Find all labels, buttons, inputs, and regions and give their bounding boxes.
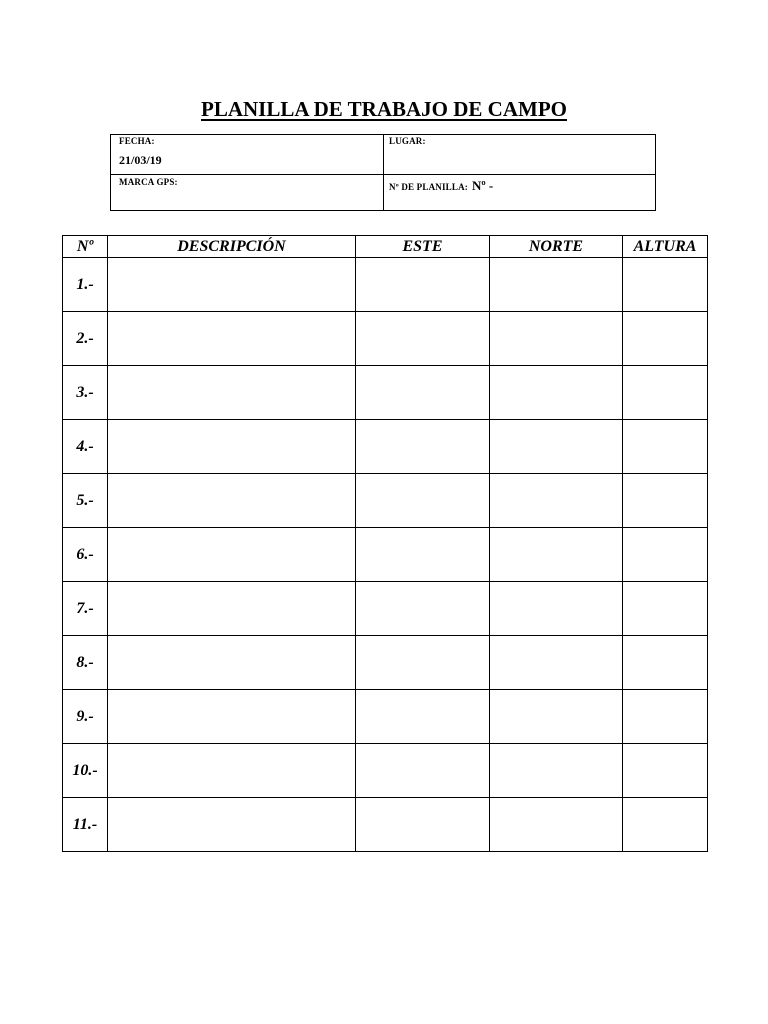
altura-cell: [623, 636, 708, 690]
row-number: 9.-: [63, 690, 108, 744]
table-row: [63, 258, 708, 312]
norte-cell: [490, 798, 623, 852]
info-box-divider-vertical: [383, 135, 384, 210]
row-number: 8.-: [63, 636, 108, 690]
norte-cell: [490, 258, 623, 312]
table-row: [63, 528, 708, 582]
row-number: 6.-: [63, 528, 108, 582]
descripcion-cell: [108, 474, 356, 528]
table-row: [63, 312, 708, 366]
este-cell: [356, 690, 490, 744]
altura-cell: [623, 582, 708, 636]
planilla-number-field: [389, 177, 493, 195]
row-number: 5.-: [63, 474, 108, 528]
altura-cell: [623, 744, 708, 798]
este-cell: [356, 582, 490, 636]
info-box-divider-horizontal: [111, 174, 655, 175]
altura-cell: [623, 474, 708, 528]
este-cell: [356, 744, 490, 798]
altura-cell: [623, 690, 708, 744]
altura-cell: [623, 420, 708, 474]
table-header-row: [63, 236, 708, 258]
info-box: [110, 134, 656, 211]
norte-cell: [490, 690, 623, 744]
descripcion-cell: [108, 798, 356, 852]
norte-cell: [490, 312, 623, 366]
este-cell: [356, 366, 490, 420]
field-data-table: [62, 235, 708, 852]
descripcion-cell: [108, 528, 356, 582]
table-row: [63, 474, 708, 528]
row-number: 2.-: [63, 312, 108, 366]
este-cell: [356, 798, 490, 852]
table-row: [63, 420, 708, 474]
header-norte: NORTE: [490, 236, 623, 258]
norte-cell: [490, 420, 623, 474]
este-cell: [356, 636, 490, 690]
row-number: 10.-: [63, 744, 108, 798]
altura-cell: [623, 528, 708, 582]
este-cell: [356, 474, 490, 528]
norte-cell: [490, 474, 623, 528]
lugar-label: LUGAR:: [389, 136, 426, 146]
row-number: 1.-: [63, 258, 108, 312]
norte-cell: [490, 582, 623, 636]
fecha-value: 21/03/19: [119, 153, 162, 167]
norte-cell: [490, 528, 623, 582]
row-number: 11.-: [63, 798, 108, 852]
table-row: [63, 690, 708, 744]
descripcion-cell: [108, 420, 356, 474]
este-cell: [356, 312, 490, 366]
descripcion-cell: [108, 582, 356, 636]
altura-cell: [623, 366, 708, 420]
este-cell: [356, 258, 490, 312]
document-title: PLANILLA DE TRABAJO DE CAMPO: [201, 97, 567, 121]
norte-cell: [490, 636, 623, 690]
marca-gps-label: MARCA GPS:: [119, 177, 178, 187]
descripcion-cell: [108, 744, 356, 798]
table-row: [63, 636, 708, 690]
row-number: 7.-: [63, 582, 108, 636]
este-cell: [356, 420, 490, 474]
fecha-label: FECHA:: [119, 136, 155, 146]
row-number: 4.-: [63, 420, 108, 474]
descripcion-cell: [108, 366, 356, 420]
descripcion-cell: [108, 312, 356, 366]
altura-cell: [623, 798, 708, 852]
row-number: 3.-: [63, 366, 108, 420]
descripcion-cell: [108, 258, 356, 312]
header-descripcion: DESCRIPCIÓN: [108, 236, 356, 258]
header-altura: ALTURA: [623, 236, 708, 258]
header-este: ESTE: [356, 236, 490, 258]
altura-cell: [623, 312, 708, 366]
table-row: [63, 744, 708, 798]
descripcion-cell: [108, 690, 356, 744]
norte-cell: [490, 744, 623, 798]
table-row: [63, 582, 708, 636]
este-cell: [356, 528, 490, 582]
altura-cell: [623, 258, 708, 312]
planilla-label: Nº DE PLANILLA:: [389, 182, 468, 192]
norte-cell: [490, 366, 623, 420]
descripcion-cell: [108, 636, 356, 690]
header-numero: Nº: [63, 236, 108, 258]
table-row: [63, 366, 708, 420]
planilla-value: Nº -: [471, 178, 494, 193]
table-row: [63, 798, 708, 852]
